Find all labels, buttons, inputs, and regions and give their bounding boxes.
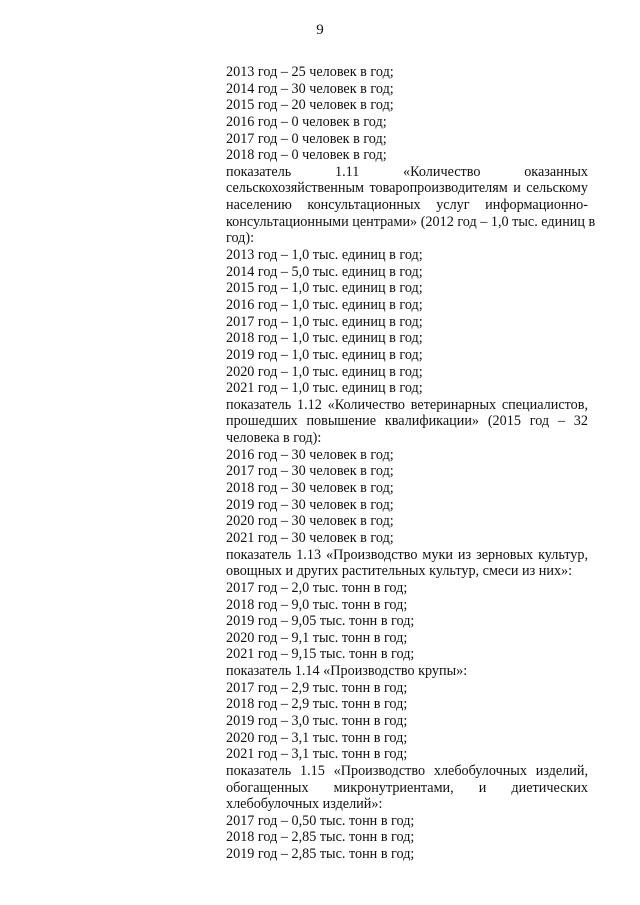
list-item: 2017 год – 0,50 тыс. тонн в год; (226, 812, 415, 829)
list-item: 2014 год – 30 человек в год; (226, 80, 394, 97)
list-item: 2017 год – 0 человек в год; (226, 130, 387, 147)
list-item: 2019 год – 30 человек в год; (226, 496, 394, 513)
indicator-heading (226, 164, 588, 181)
list-item: 2013 год – 1,0 тыс. единиц в год; (226, 247, 423, 264)
list-item: 2019 год – 3,0 тыс. тонн в год; (226, 712, 408, 729)
list-item: 2014 год – 5,0 тыс. единиц в год; (226, 263, 423, 280)
document-body (226, 64, 596, 863)
list-item: 2019 год – 9,05 тыс. тонн в год; (226, 613, 415, 630)
indicator-description (226, 180, 596, 247)
indicator-number: 1.11 (334, 163, 360, 180)
page-number: 9 (316, 22, 324, 38)
indicator-1-14 (226, 663, 588, 763)
indicator-1-13 (226, 547, 588, 663)
list-item: 2021 год – 1,0 тыс. единиц в год; (226, 380, 423, 397)
list-item: 2019 год – 1,0 тыс. единиц в год; (226, 346, 423, 363)
list-item: 2021 год – 9,15 тыс. тонн в год; (226, 646, 415, 663)
list-item: 2020 год – 30 человек в год; (226, 513, 394, 530)
list-item: 2020 год – 1,0 тыс. единиц в год; (226, 363, 423, 380)
target-list-block-a (226, 64, 588, 164)
list-item: 2018 год – 9,0 тыс. тонн в год; (226, 596, 408, 613)
description-line: показатель 1.15 «Производство хлебобулочных изделий, (226, 762, 588, 779)
list-item: 2016 год – 1,0 тыс. единиц в год; (226, 296, 423, 313)
indicator-description: показатель 1.14 «Производство крупы»: (226, 663, 468, 680)
list-item: 2020 год – 9,1 тыс. тонн в год; (226, 629, 408, 646)
description-line: обогащенных микронутриентами, и диетических (226, 779, 588, 796)
list-item: 2018 год – 1,0 тыс. единиц в год; (226, 330, 423, 347)
indicator-word: показатель (226, 163, 292, 180)
list-item: 2021 год – 30 человек в год; (226, 529, 394, 546)
indicator-description (226, 763, 588, 813)
indicator-1-11 (226, 163, 596, 397)
description-line: населению консультационных услуг информационно- (226, 197, 588, 214)
description-line: хлебобулочных изделий»: (226, 796, 383, 813)
list-item: 2018 год – 2,9 тыс. тонн в год; (226, 696, 408, 713)
list-item: 2017 год – 30 человек в год; (226, 463, 394, 480)
description-line: показатель 1.12 «Количество ветеринарных специалистов, (226, 396, 588, 413)
description-line: год): (226, 230, 255, 247)
list-item: 2017 год – 2,9 тыс. тонн в год; (226, 679, 408, 696)
list-item: 2017 год – 2,0 тыс. тонн в год; (226, 579, 408, 596)
description-line: человека в год): (226, 430, 322, 447)
list-item: 2017 год – 1,0 тыс. единиц в год; (226, 313, 423, 330)
indicator-1-15 (226, 763, 588, 863)
list-item: 2015 год – 20 человек в год; (226, 97, 394, 114)
list-item: 2013 год – 25 человек в год; (226, 64, 394, 80)
list-item: 2016 год – 0 человек в год; (226, 113, 387, 130)
description-line: овощных и других растительных культур, смеси из них»: (226, 563, 573, 580)
list-item: 2016 год – 30 человек в год; (226, 446, 394, 463)
list-item: 2020 год – 3,1 тыс. тонн в год; (226, 729, 408, 746)
list-item: 2015 год – 1,0 тыс. единиц в год; (226, 280, 423, 297)
list-item: 2021 год – 3,1 тыс. тонн в год; (226, 746, 408, 763)
indicator-title-start: «Количество (403, 163, 481, 180)
list-item: 2019 год – 2,85 тыс. тонн в год; (226, 846, 415, 863)
indicator-title-cont: оказанных (524, 163, 588, 180)
description-line: прошедших повышение квалификации» (2015 год – 32 (226, 413, 588, 430)
description-line: показатель 1.13 «Производство муки из зерновых культур, (226, 546, 588, 563)
list-item: 2018 год – 0 человек в год; (226, 147, 387, 164)
indicator-1-12 (226, 397, 588, 547)
indicator-description (226, 397, 588, 447)
list-item: 2018 год – 2,85 тыс. тонн в год; (226, 829, 415, 846)
list-item: 2018 год – 30 человек в год; (226, 480, 394, 497)
description-line: сельскохозяйственным товаропроизводителям и сельскому (226, 180, 588, 197)
description-line: консультационными центрами» (2012 год – 1,0 тыс. единиц в (226, 213, 596, 230)
indicator-description (226, 547, 588, 580)
